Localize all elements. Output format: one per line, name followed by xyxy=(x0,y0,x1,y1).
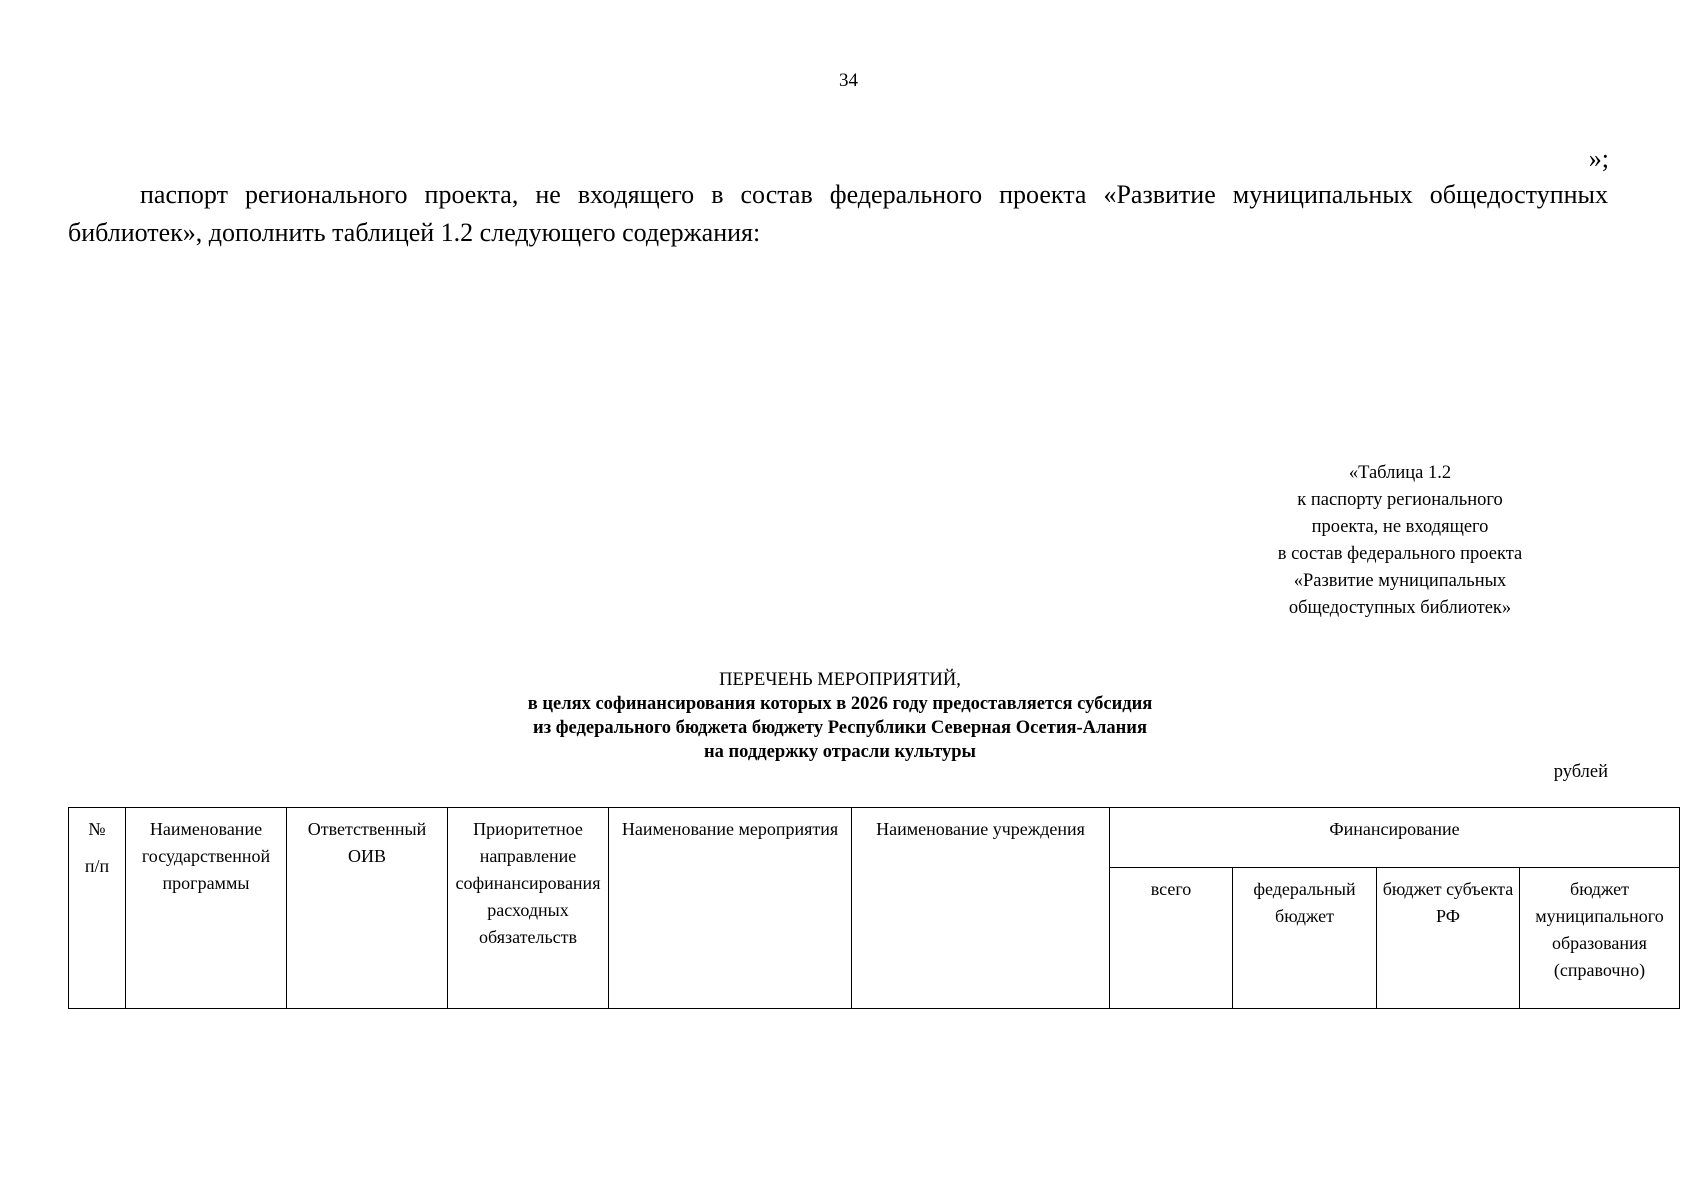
header-cell-priority: Приоритетное направление софинансирования расходных обязательств xyxy=(448,808,609,1009)
header-number-abbr: п/п xyxy=(84,856,110,876)
header-cell-municipal-budget: бюджет муниципального образования (справочно) xyxy=(1520,868,1680,1009)
header-cell-federal-budget: федеральный бюджет xyxy=(1233,868,1377,1009)
header-cell-number xyxy=(69,808,126,1009)
title-heading: ПЕРЕЧЕНЬ МЕРОПРИЯТИЙ, xyxy=(719,670,961,690)
header-cell-subject-budget: бюджет субъекта РФ xyxy=(1377,868,1520,1009)
intro-paragraph: паспорт регионального проекта, не входящего в состав федерального проекта «Развитие муниципальных общедоступных библиотек», дополнить таблицей 1.2 следующего содержания: xyxy=(68,180,1608,247)
header-cell-program: Наименование государственной программы xyxy=(126,808,287,1009)
title-subline: на поддержку отрасли культуры xyxy=(703,742,977,762)
header-number-symbol: № xyxy=(88,819,106,839)
header-cell-financing: Финансирование xyxy=(1110,808,1680,868)
table-caption xyxy=(1200,460,1600,622)
page-number: 34 xyxy=(839,70,858,91)
document-title xyxy=(340,668,1340,764)
title-subline: из федерального бюджета бюджету Республики Северная Осетия-Алания xyxy=(533,718,1147,738)
header-cell-responsible: Ответственный ОИВ xyxy=(287,808,448,1009)
table-caption-line: к паспорту регионального xyxy=(1297,490,1503,510)
units-label: рублей xyxy=(1553,762,1608,782)
title-subline: в целях софинансирования которых в 2026 году предоставляется субсидия xyxy=(527,694,1153,714)
header-cell-institution: Наименование учреждения xyxy=(852,808,1110,1009)
header-cell-event: Наименование мероприятия xyxy=(609,808,852,1009)
table-caption-line: «Таблица 1.2 xyxy=(1348,463,1452,483)
closing-quote: »; xyxy=(1588,144,1609,173)
table-caption-line: в состав федерального проекта xyxy=(1277,544,1523,564)
table-caption-line: общедоступных библиотек» xyxy=(1288,598,1512,618)
header-cell-total: всего xyxy=(1110,868,1233,1009)
table-caption-line: проекта, не входящего xyxy=(1311,517,1489,537)
events-table xyxy=(68,807,1680,1009)
table-caption-line: «Развитие муниципальных xyxy=(1293,571,1507,591)
